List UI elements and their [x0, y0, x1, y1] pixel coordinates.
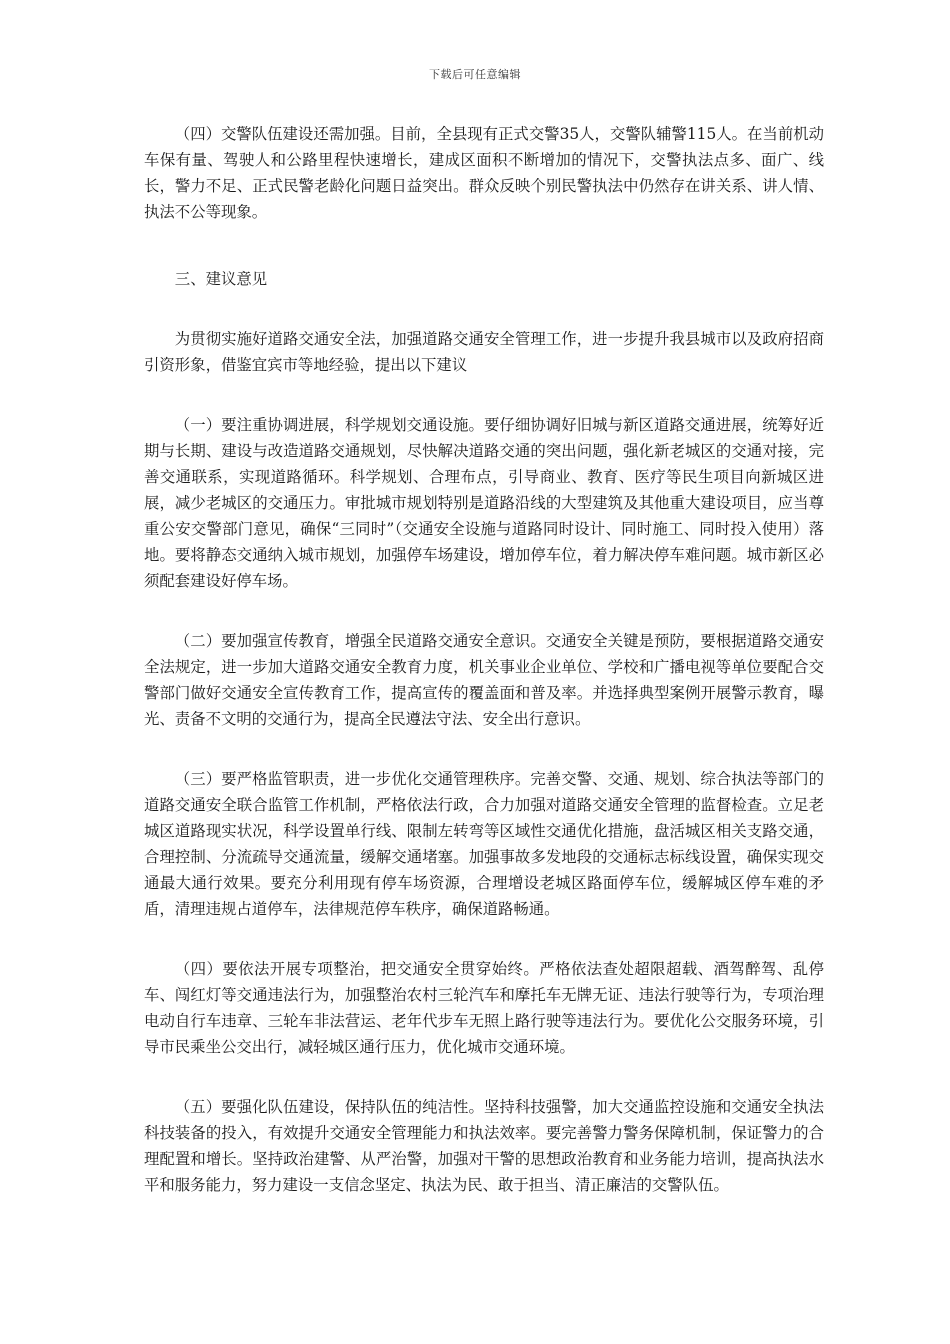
paragraph-suggestion-3: （三）要严格监管职责，进一步优化交通管理秩序。完善交警、交通、规划、综合执法等部门的道路交通安全联合监管工作机制，严格依法行政，合力加强对道路交通安全管理的监督检查。立足老城区道路现实状况，科学设置单行线、限制左转弯等区域性交通优化措施，盘活城区相关支路交通，合理控制、分流疏导交通流量，缓解交通堵塞。加强事故多发地段的交通标志标线设置，确保实现交通最大通行效果。要充分利用现有停车场资源，合理增设老城区路面停车位，缓解城区停车难的矛盾，清理违规占道停车，法律规范停车秩序，确保道路畅通。: [144, 770, 824, 918]
paragraph-suggestion-2: （二）要加强宣传教育，增强全民道路交通安全意识。交通安全关键是预防，要根据道路交通安全法规定，进一步加大道路交通安全教育力度，机关事业企业单位、学校和广播电视等单位要配合交警部门做好交通安全宣传教育工作，提高宣传的覆盖面和普及率。并选择典型案例开展警示教育，曝光、责备不文明的交通行为，提高全民遵法守法、安全出行意识。: [144, 632, 824, 728]
section-heading: 三、建议意见: [174, 270, 268, 288]
header-note: 下载后可任意编辑: [429, 68, 521, 81]
spacer: [144, 1060, 824, 1094]
paragraph-suggestion-4: （四）要依法开展专项整治，把交通安全贯穿始终。严格依法查处超限超载、酒驾醉驾、乱停车、闯红灯等交通违法行为，加强整治农村三轮汽车和摩托车无牌无证、违法行驶等行为，专项治理电动自行车违章、三轮车非法营运、老年代步车无照上路行驶等违法行为。要优化公交服务环境，引导市民乘坐公交出行，减轻城区通行压力，优化城市交通环境。: [144, 960, 824, 1056]
paragraph-suggestion-5: （五）要强化队伍建设，保持队伍的纯洁性。坚持科技强警，加大交通监控设施和交通安全执法科技装备的投入，有效提升交通安全管理能力和执法效率。要完善警力警务保障机制，保证警力的合理配置和增长。坚持政治建警、从严治警，加强对干警的思想政治教育和业务能力培训，提高执法水平和服务能力，努力建设一支信念坚定、执法为民、敢于担当、清正廉洁的交警队伍。: [144, 1098, 824, 1194]
spacer: [144, 732, 824, 766]
spacer: [144, 922, 824, 956]
document-body: [144, 121, 824, 1198]
spacer: [144, 594, 824, 628]
paragraph-team-status: （四）交警队伍建设还需加强。目前，全县现有正式交警35人，交警队辅警115人。在当前机动车保有量、驾驶人和公路里程快速增长，建成区面积不断增加的情况下，交警执法点多、面广、线长，警力不足、正式民警老龄化问题日益突出。群众反映个别民警执法中仍然存在讲关系、讲人情、执法不公等现象。: [144, 125, 824, 221]
spacer: [144, 378, 824, 412]
paragraph-suggestion-1: （一）要注重协调进展，科学规划交通设施。要仔细协调好旧城与新区道路交通进展，统筹好近期与长期、建设与改造道路交通规划，尽快解决道路交通的突出问题，强化新老城区的交通对接，完善交通联系，实现道路循环。科学规划、合理布点，引导商业、教育、医疗等民生项目向新城区进展，减少老城区的交通压力。审批城市规划特别是道路沿线的大型建筑及其他重大建设项目，应当尊重公安交警部门意见，确保“三同时”（交通安全设施与道路同时设计、同时施工、同时投入使用）落地。要将静态交通纳入城市规划，加强停车场建设，增加停车位，着力解决停车难问题。城市新区必须配套建设好停车场。: [144, 416, 824, 590]
spacer: [144, 292, 824, 326]
paragraph-intro: 为贯彻实施好道路交通安全法，加强道路交通安全管理工作，进一步提升我县城市以及政府招商引资形象，借鉴宜宾市等地经验，提出以下建议: [144, 330, 824, 374]
spacer: [144, 225, 824, 266]
